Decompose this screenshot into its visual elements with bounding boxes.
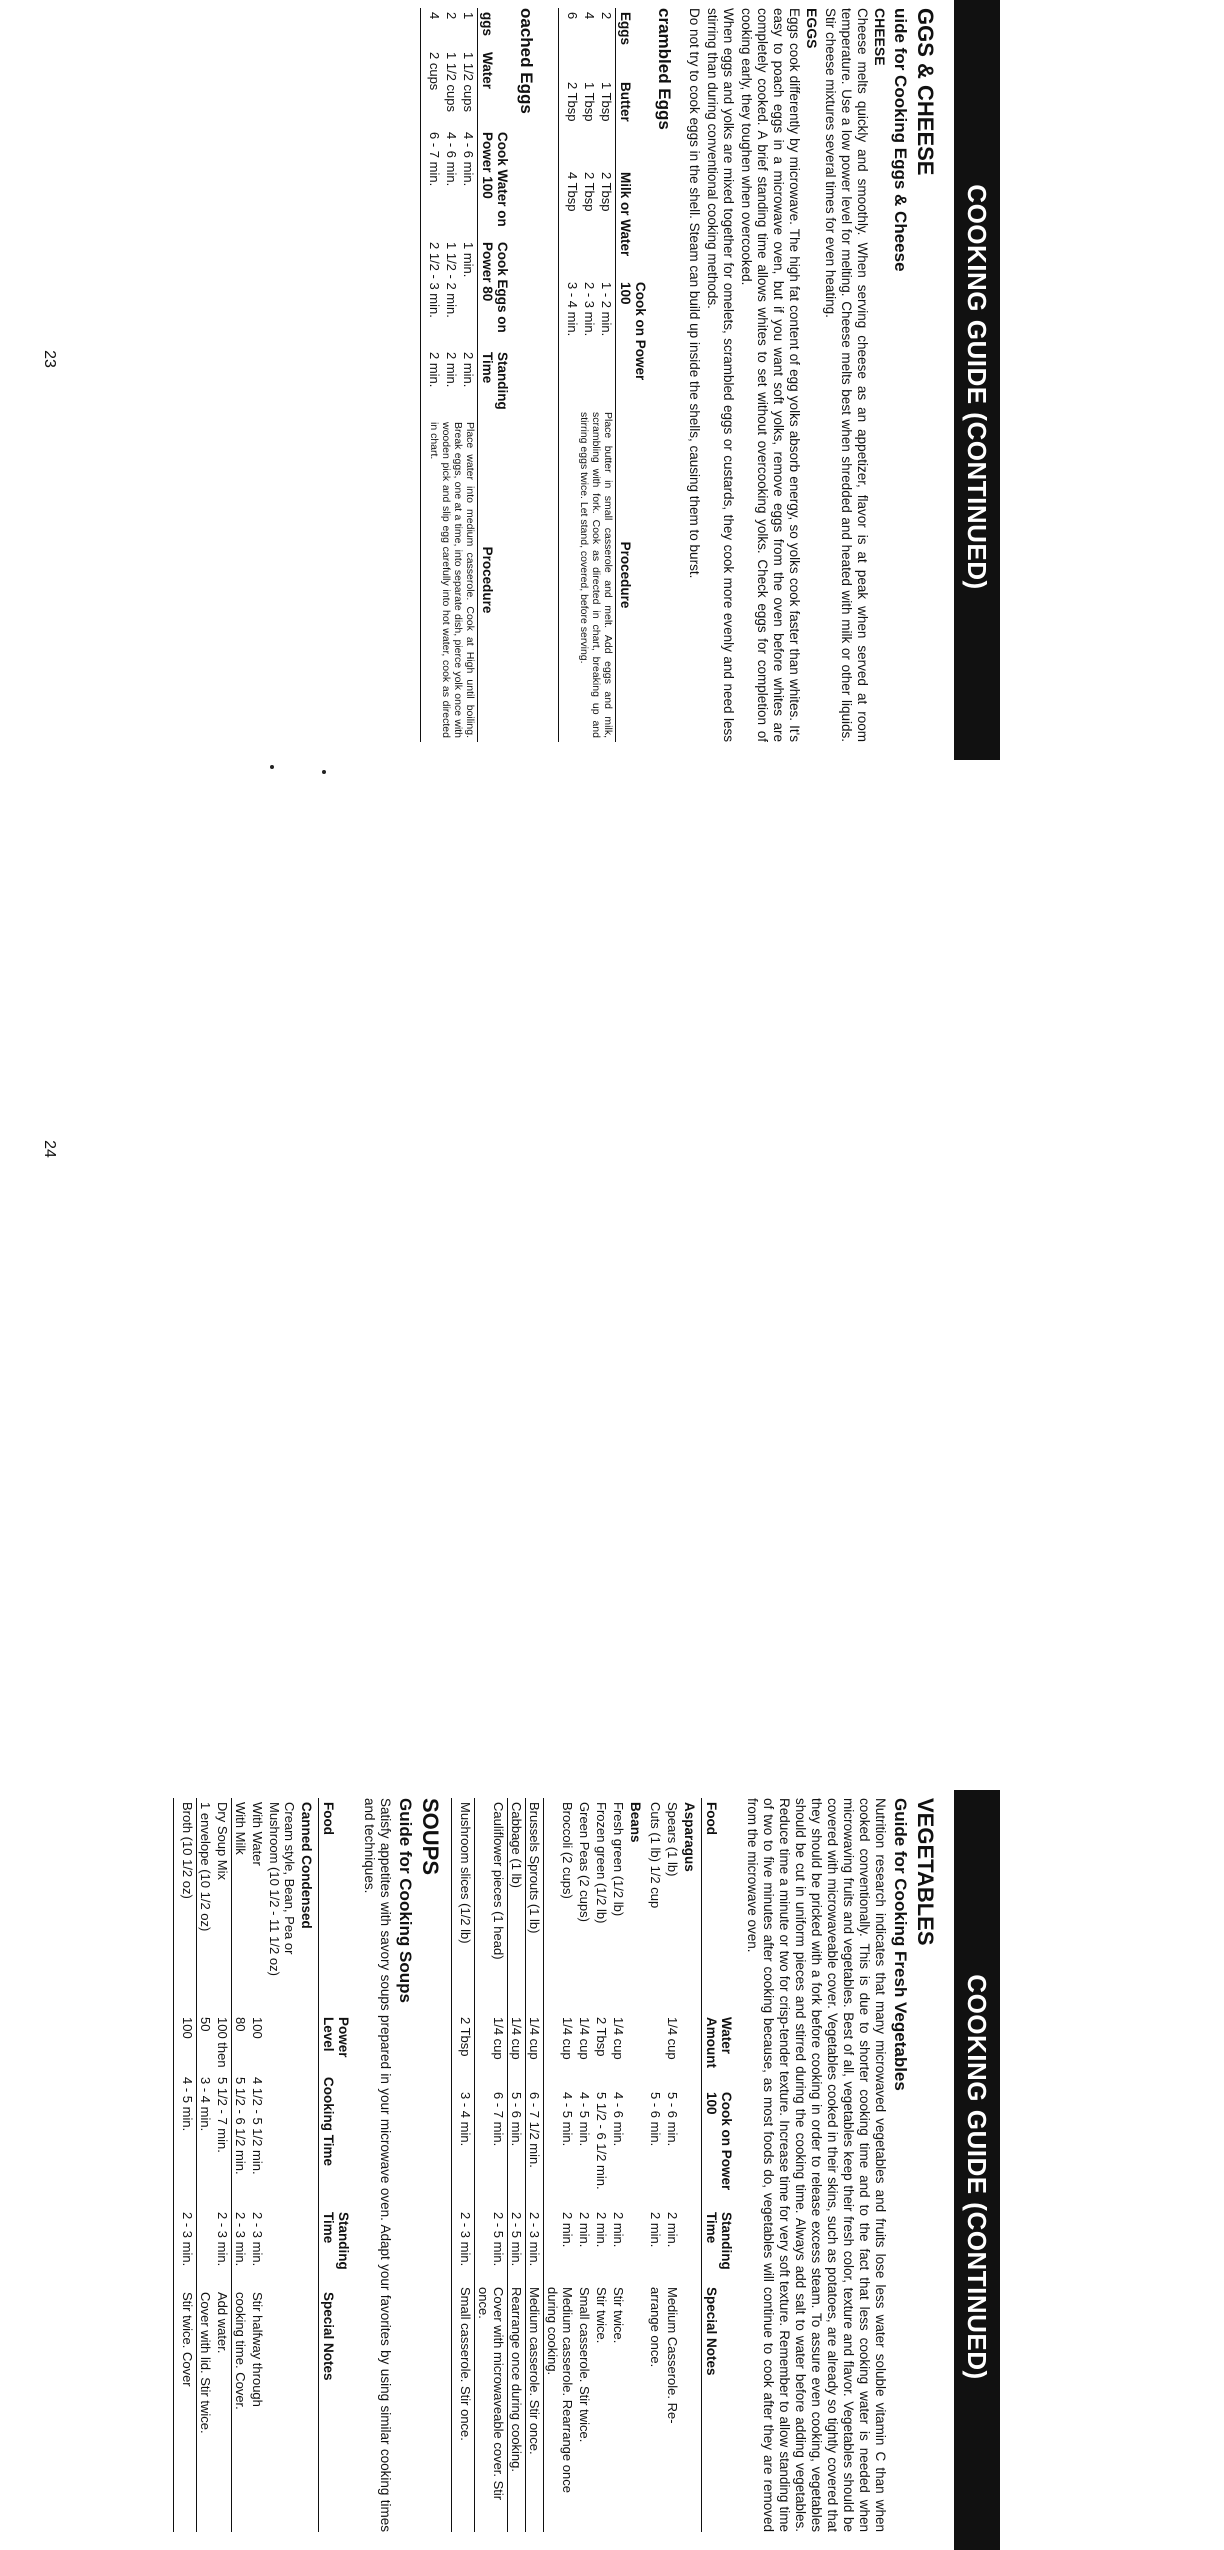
cell: Small casserole. Stir once. [452, 2283, 475, 2532]
cell: 4 - 6 min. [611, 2092, 626, 2147]
section-title: GGS & CHEESE [913, 8, 938, 176]
col-header: Special Notes [319, 2288, 354, 2532]
cell: 4 - 6 min. [444, 132, 459, 187]
page-number-23: 23 [40, 350, 58, 368]
cell: 3 - 4 min. [452, 2088, 475, 2208]
cell: 6 - 7 1/2 min. [526, 2088, 544, 2208]
speck [322, 770, 326, 774]
table-row [197, 1798, 215, 2532]
cheese-text: Cheese melts quickly and smoothly. When serving cheese as an appetizer, flavor is at peak when served at room temperature. Use a low power level for melting. Cheese melts best when shredded and heated with milk or other liquids. Stir cheese mixtures several times for even heating. [823, 8, 870, 742]
cell: 2 min. [611, 2212, 626, 2248]
group-label: Asparagus [682, 1802, 697, 1872]
cell: 2 min. [560, 2212, 575, 2248]
cell: 2 Tbsp [599, 172, 614, 212]
cell: Cover with lid. Stir twice. [198, 2292, 213, 2434]
cell: Dry Soup Mix [214, 1798, 232, 2013]
cell: With Water [250, 1802, 265, 1866]
cell [266, 2073, 298, 2208]
cell: 5 - 6 min. [665, 2092, 680, 2147]
cell: 2 [599, 12, 614, 20]
cell: 1 envelope (10 1/2 oz) [198, 1802, 213, 1932]
cell: 1 1/2 cups [461, 52, 476, 112]
cell: cooking time. Cover. [233, 2292, 248, 2410]
poached-table [420, 8, 512, 742]
cell: 2 - 3 min. [214, 2208, 232, 2288]
cell: 1/4 cup [665, 2017, 680, 2060]
cell: 5 - 6 min. [508, 2088, 526, 2208]
group-row [627, 1798, 647, 2532]
cell: 3 - 4 min. [559, 278, 582, 408]
cell: 100 [250, 2017, 265, 2039]
cell: 100 then [214, 2013, 232, 2073]
cell: 1/4 cup [475, 2013, 508, 2088]
eggs-text-3: Do not try to cook eggs in the shell. Steam can build up inside the shells, causing them to burst. [687, 8, 702, 579]
cell: 2 min. [594, 2212, 609, 2248]
col-header: Standing Time [319, 2208, 354, 2288]
page-banner: COOKING GUIDE (CONTINUED) [954, 1790, 1000, 2550]
col-header: Cook Water on Power 100 [478, 128, 513, 238]
cell: Frozen green (1/2 lb) [594, 1802, 609, 1924]
cell: 2 Tbsp [559, 78, 582, 168]
cell: With Milk [233, 1802, 248, 1855]
cell: Cover with microwaveable cover. Stir once. [475, 2283, 508, 2532]
cell: Stir twice. [594, 2287, 609, 2344]
cell: 80 [233, 2017, 248, 2032]
eggs-text-1: Eggs cook differently by microwave. The high fat content of egg yolks absorb energy, so yolks cook faster than whites. It's easy to poach eggs in a microwave oven, but if you want soft yolks, remove eggs from the oven before whites are completely cooked. A brief standing time allows whites to set without overcooking yolks. Check eggs for completion of cooking early, they toughen when overcooked. [739, 8, 802, 742]
cell: Cabbage (1 lb) [508, 1798, 526, 2013]
table-row [452, 1798, 475, 2532]
cell: 1 Tbsp [582, 82, 597, 122]
col-header: Cook on Power 100 [702, 2088, 737, 2208]
page-number-24: 24 [40, 1140, 58, 1158]
cell: Brussels Sprouts (1 lb) [526, 1798, 544, 2013]
speck [270, 765, 274, 769]
table-row [576, 1798, 593, 2532]
col-header: Water [478, 48, 513, 128]
cell: 4 - 5 min. [577, 2092, 592, 2147]
col-header: Water Amount [702, 2013, 737, 2088]
cell: Add water. [214, 2288, 232, 2532]
cell: 6 - 7 min. [475, 2088, 508, 2208]
cell: Medium Casserole. Re- [665, 2287, 680, 2424]
table-row [593, 1798, 610, 2532]
soups-text: Satisfy appetites with savory soups prepared in your microwave oven. Adapt your favorites by using similar cooking times and techniques. [362, 1798, 393, 2532]
cell: Broth (10 1/2 oz) [174, 1798, 197, 2013]
table-row [174, 1798, 197, 2532]
vegetables-table [451, 1798, 736, 2532]
soups-guide-title: Guide for Cooking Soups [396, 1798, 415, 2003]
cell: 2 min. [444, 352, 459, 388]
table-row [526, 1798, 544, 2532]
cell: 2 min. [648, 2212, 663, 2248]
soups-table [173, 1798, 353, 2532]
cell: Stir halfway through [250, 2292, 265, 2407]
cell: 2 - 5 min. [508, 2208, 526, 2283]
col-header: ggs [478, 8, 513, 48]
guide-title: uide for Cooking Eggs & Cheese [891, 8, 910, 272]
cell [266, 2288, 298, 2532]
cell: 2 [444, 12, 459, 20]
table-row [460, 8, 478, 742]
col-header: Food [319, 1798, 354, 2013]
cell: 2 - 3 min. [233, 2212, 248, 2267]
cell: Stir twice. [611, 2287, 626, 2344]
col-header: Food [702, 1798, 737, 2013]
cell: 1/4 cup [526, 2013, 544, 2088]
cell: 2 - 3 min. [174, 2208, 197, 2288]
cell: Cauliflower pieces (1 head) [475, 1798, 508, 2013]
page-24 [0, 1790, 1000, 2550]
col-header: Standing Time [702, 2208, 737, 2283]
eggs-heading: EGGS [804, 8, 820, 49]
table-row [610, 1798, 627, 2532]
soups-title: SOUPS [418, 1798, 443, 1876]
table-row [544, 1798, 577, 2532]
scrambled-table [558, 8, 650, 742]
cell: Cream style, Bean, Pea or Mushroom (10 1/2 - 11 1/2 oz) [267, 1802, 297, 1976]
cell: 4 [582, 12, 597, 20]
cell: Fresh green (1/2 lb) [611, 1802, 626, 1917]
cell: 3 - 4 min. [198, 2077, 213, 2132]
table-row [647, 1798, 664, 2532]
col-header: Power Level [319, 2013, 354, 2073]
cell: arrange once. [648, 2287, 663, 2368]
cell: Stir twice. Cover [174, 2288, 197, 2532]
cell: Broccoli (2 cups) [560, 1802, 575, 1899]
col-header: Procedure [616, 408, 651, 742]
cell: 1 [461, 12, 476, 20]
procedure-cell: Place water into medium casserole. Cook at High until boiling. Break eggs, one at a time, into separate dish, pierce yolk once with wooden pick and slip egg carefully into hot water, cook as directed in chart. [421, 418, 478, 742]
cell: 1 Tbsp [599, 82, 614, 122]
cell: Green Peas (2 cups) [577, 1802, 592, 1922]
cell: 2 min. [665, 2212, 680, 2248]
cell: 2 - 3 min. [582, 282, 597, 337]
col-header: Cook on Power 100 [616, 278, 651, 408]
scrambled-title: crambled Eggs [655, 8, 674, 130]
cell: 2 - 3 min. [526, 2208, 544, 2283]
cell: 6 [559, 8, 582, 78]
eggs-text-2: When eggs and yolks are mixed together for omelets, scrambled eggs or custards, they cook more evenly and need less stirring than during conventional cooking methods. [705, 8, 736, 742]
cell: 2 - 5 min. [475, 2208, 508, 2283]
cell: 4 - 5 min. [560, 2092, 575, 2147]
cell: 2 - 3 min. [250, 2212, 265, 2267]
cell: Small casserole. Stir twice. [577, 2287, 592, 2443]
cell [647, 2013, 664, 2088]
table-row [232, 1798, 250, 2532]
cell: 1/4 cup [577, 2017, 592, 2060]
guide-title: Guide for Cooking Fresh Vegetables [891, 1798, 910, 2091]
cell: 1 1/2 - 2 min. [444, 242, 459, 318]
cell: Mushroom slices (1/2 lb) [452, 1798, 475, 2013]
cell: 5 - 6 min. [648, 2092, 663, 2147]
group-row [298, 1798, 319, 2532]
cell: Medium casserole. Stir once. [526, 2283, 544, 2532]
cell: 2 - 3 min. [452, 2208, 475, 2283]
cell: 2 Tbsp [582, 172, 597, 212]
table-row [475, 1798, 508, 2532]
cell: 2 min. [421, 348, 444, 418]
cell: 4 - 5 min. [174, 2073, 197, 2208]
poached-title: oached Eggs [517, 8, 536, 114]
cell: 50 [198, 2017, 213, 2032]
table-row [508, 1798, 526, 2532]
table-row [664, 1798, 681, 2532]
cell: 5 1/2 - 6 1/2 min. [594, 2092, 609, 2190]
cell: 2 cups [421, 48, 444, 128]
cell [266, 2013, 298, 2073]
section-title: VEGETABLES [913, 1798, 938, 1946]
col-header: Eggs [616, 8, 651, 78]
cell: 2 Tbsp [594, 2017, 609, 2057]
table-row [598, 8, 616, 742]
cell: 6 - 7 min. [421, 128, 444, 238]
cell: Spears (1 lb) [665, 1802, 680, 1877]
table-row [266, 1798, 298, 2532]
cell: 4 - 6 min. [461, 132, 476, 187]
cell: 1/4 cup [508, 2013, 526, 2088]
col-header: Special Notes [702, 2283, 737, 2532]
cell: 1/4 cup [560, 2017, 575, 2060]
page-banner: COOKING GUIDE (CONTINUED) [954, 0, 1000, 760]
cell: 1 min. [461, 242, 476, 278]
table-row [249, 1798, 266, 2532]
cell: Cuts (1 lb) 1/2 cup [648, 1802, 663, 1909]
cell: 2 Tbsp [452, 2013, 475, 2088]
cell [197, 2208, 215, 2288]
cell: 5 1/2 - 7 min. [214, 2073, 232, 2208]
cell: 2 min. [577, 2212, 592, 2248]
cell: 1 - 2 min. [599, 282, 614, 337]
col-header: Milk or Water [616, 168, 651, 278]
cell: Medium casserole. Rearrange once during cooking. [545, 2287, 575, 2493]
cell: 2 min. [461, 352, 476, 388]
vegetables-text: Nutrition research indicates that many microwaved vegetables and fruits lose less water soluble vitamin C than when cooked conventionally. This is due to shorter cooking time and to the fact that less cooking water is needed when microwaving fruits and vegetables. Best of all, vegetables keep their fresh color, texture and flavor. Vegetables should be covered with microwaveable cover. Vegetables cooked in their skins, such as potatoes, are already so tightly covered that they should be pricked with a fork before cooking in order to release excess steam. To assure even cooking, vegetables should be cut in uniform pieces and stirred during the cooking time. Always add salt to water before adding vegetables. Reduce time a minute or two for crisp-tender texture. Increase time for very soft texture. Remember to allow standing time of two to five minutes after cooking because, as most foods do, vegetables will continue to cook after they are removed from the microwave oven. [745, 1798, 888, 2532]
page-23 [0, 0, 1000, 760]
group-row [681, 1798, 702, 2532]
col-header: Cooking Time [319, 2073, 354, 2208]
procedure-cell: Place butter in small casserole and melt. Add eggs and milk, scrambling with fork. Cook as directed in chart, breaking up and stirring eggs twice. Let stand, covered, before serving. [559, 408, 616, 742]
cell: 4 1/2 - 5 1/2 min. [250, 2077, 265, 2175]
cell: 2 1/2 - 3 min. [421, 238, 444, 348]
cell: 1/4 cup [611, 2017, 626, 2060]
col-header: Cook Eggs on Power 80 [478, 238, 513, 348]
cell [266, 2208, 298, 2288]
col-header: Butter [616, 78, 651, 168]
cell: 4 [421, 8, 444, 48]
cell: 4 Tbsp [559, 168, 582, 278]
group-label: Canned Condensed [299, 1802, 314, 1929]
table-row [214, 1798, 232, 2532]
cell: Rearrange once during cooking. [508, 2283, 526, 2532]
cell: 100 [174, 2013, 197, 2073]
group-label: Beans [628, 1802, 643, 1843]
cell: 1 1/2 cups [444, 52, 459, 112]
cell: 5 1/2 - 6 1/2 min. [233, 2077, 248, 2175]
col-header: Standing Time [478, 348, 513, 418]
col-header: Procedure [478, 418, 513, 742]
cheese-heading: CHEESE [872, 8, 888, 66]
